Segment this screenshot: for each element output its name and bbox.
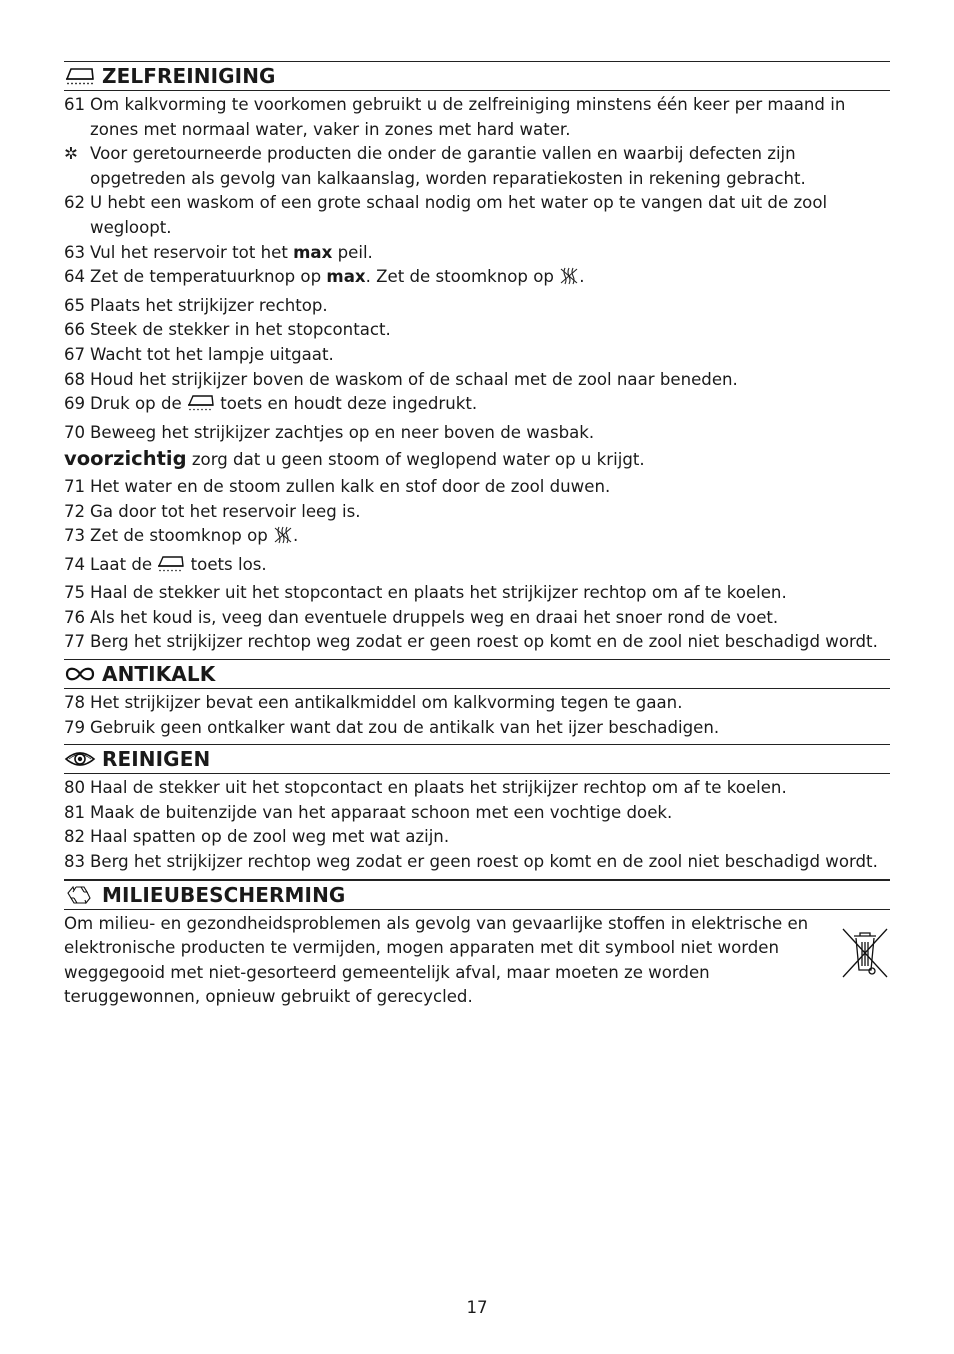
list-item: 71 Het water en de stoom zullen kalk en stof door de zool duwen. [64, 476, 611, 496]
iron-selfclean-icon [187, 393, 215, 421]
steam-off-icon [559, 266, 579, 294]
sparkle-icon: ✲ [64, 144, 78, 164]
list-item: 78 Het strijkijzer bevat een antikalkmiddel om kalkvorming tegen te gaan. [64, 693, 683, 713]
list-item: 66 Steek de stekker in het stopcontact. [64, 320, 391, 340]
iron-selfclean-icon [157, 554, 185, 582]
list-item: 77 Berg het strijkijzer rechtop weg zodat er geen roest op komt en de zool niet beschadigd wordt. [64, 632, 878, 652]
list-item: 73 Zet de stoomknop op . [64, 524, 890, 553]
list-item: 61 Om kalkvorming te voorkomen gebruikt u de zelfreiniging minstens één keer per maand in zones met normaal water, vaker in zones met hard water. [64, 95, 846, 139]
recycle-icon [64, 885, 96, 905]
milieu-body [64, 912, 890, 1010]
list-item: 76 Als het koud is, veeg dan eventuele druppels weg en draai het snoer rond de voet. [64, 607, 779, 627]
list-item: 70 Beweeg het strijkijzer zachtjes op en neer boven de wasbak. [64, 422, 595, 442]
list-item: 79 Gebruik geen ontkalker want dat zou de antikalk van het ijzer beschadigen. [64, 717, 720, 737]
section-title: ANTIKALK [102, 662, 216, 687]
list-item: 74 Laat de toets los. [64, 553, 890, 582]
section-title: MILIEUBESCHERMING [102, 882, 346, 907]
list-item: 62 U hebt een waskom of een grote schaal nodig om het water op te vangen dat uit de zool wegloopt. [64, 193, 828, 237]
milieu-text: Om milieu- en gezondheidsproblemen als gevolg van gevaarlijke stoffen in elektrische en elektronische producten te vermijden, mogen apparaten met dit symbool niet worden weggegooid met niet-gesorteerd gemeentelijk afval, maar moeten ze worden teruggewonnen, opnieuw gebruikt of gerecycled. [64, 913, 809, 1007]
list-item: 80 Haal de stekker uit het stopcontact en plaats het strijkijzer rechtop om af te koelen. [64, 778, 787, 798]
section-title: ZELFREINIGING [102, 64, 276, 88]
section-header-antikalk [64, 659, 890, 689]
list-item: 69 Druk op de toets en houdt deze ingedrukt. [64, 392, 890, 421]
section-header-reinigen [64, 744, 890, 774]
page-number: 17 [466, 1298, 488, 1317]
selfclean-list-2 [64, 475, 890, 655]
list-item: 65 Plaats het strijkijzer rechtop. [64, 295, 328, 315]
manual-page [64, 61, 890, 1010]
crossed-bin-icon [840, 926, 890, 982]
list-item: 82 Haal spatten op de zool weg met wat azijn. [64, 827, 450, 847]
list-item: 81 Maak de buitenzijde van het apparaat schoon met een vochtige doek. [64, 802, 673, 822]
caution-note: voorzichtig zorg dat u geen stoom of weglopend water op u krijgt. [64, 447, 645, 471]
list-item: 72 Ga door tot het reservoir leeg is. [64, 501, 361, 521]
section-header-milieu [64, 879, 890, 910]
antikalk-list [64, 691, 890, 740]
list-item: 67 Wacht tot het lampje uitgaat. [64, 344, 334, 364]
section-title: REINIGEN [102, 747, 211, 772]
infinity-icon [64, 664, 96, 684]
reinigen-list [64, 776, 890, 874]
list-item: 68 Houd het strijkijzer boven de waskom of de schaal met de zool naar beneden. [64, 369, 738, 389]
list-item: 64 Zet de temperatuurknop op max. Zet de stoomknop op . [64, 265, 890, 294]
list-item: 75 Haal de stekker uit het stopcontact en plaats het strijkijzer rechtop om af te koelen. [64, 583, 787, 603]
selfclean-list [64, 93, 890, 445]
list-item-warning: ✲ Voor geretourneerde producten die onder de garantie vallen en waarbij defecten zijn opgetreden als gevolg van kalkaanslag, worden reparatiekosten in rekening gebracht. [64, 144, 806, 188]
list-item: 63 Vul het reservoir tot het max peil. [64, 242, 373, 262]
iron-selfclean-icon [64, 66, 96, 86]
steam-off-icon [273, 525, 293, 553]
eye-icon [64, 749, 96, 769]
list-item: 83 Berg het strijkijzer rechtop weg zodat er geen roest op komt en de zool niet beschadigd wordt. [64, 852, 878, 872]
section-header-selfclean [64, 61, 890, 91]
